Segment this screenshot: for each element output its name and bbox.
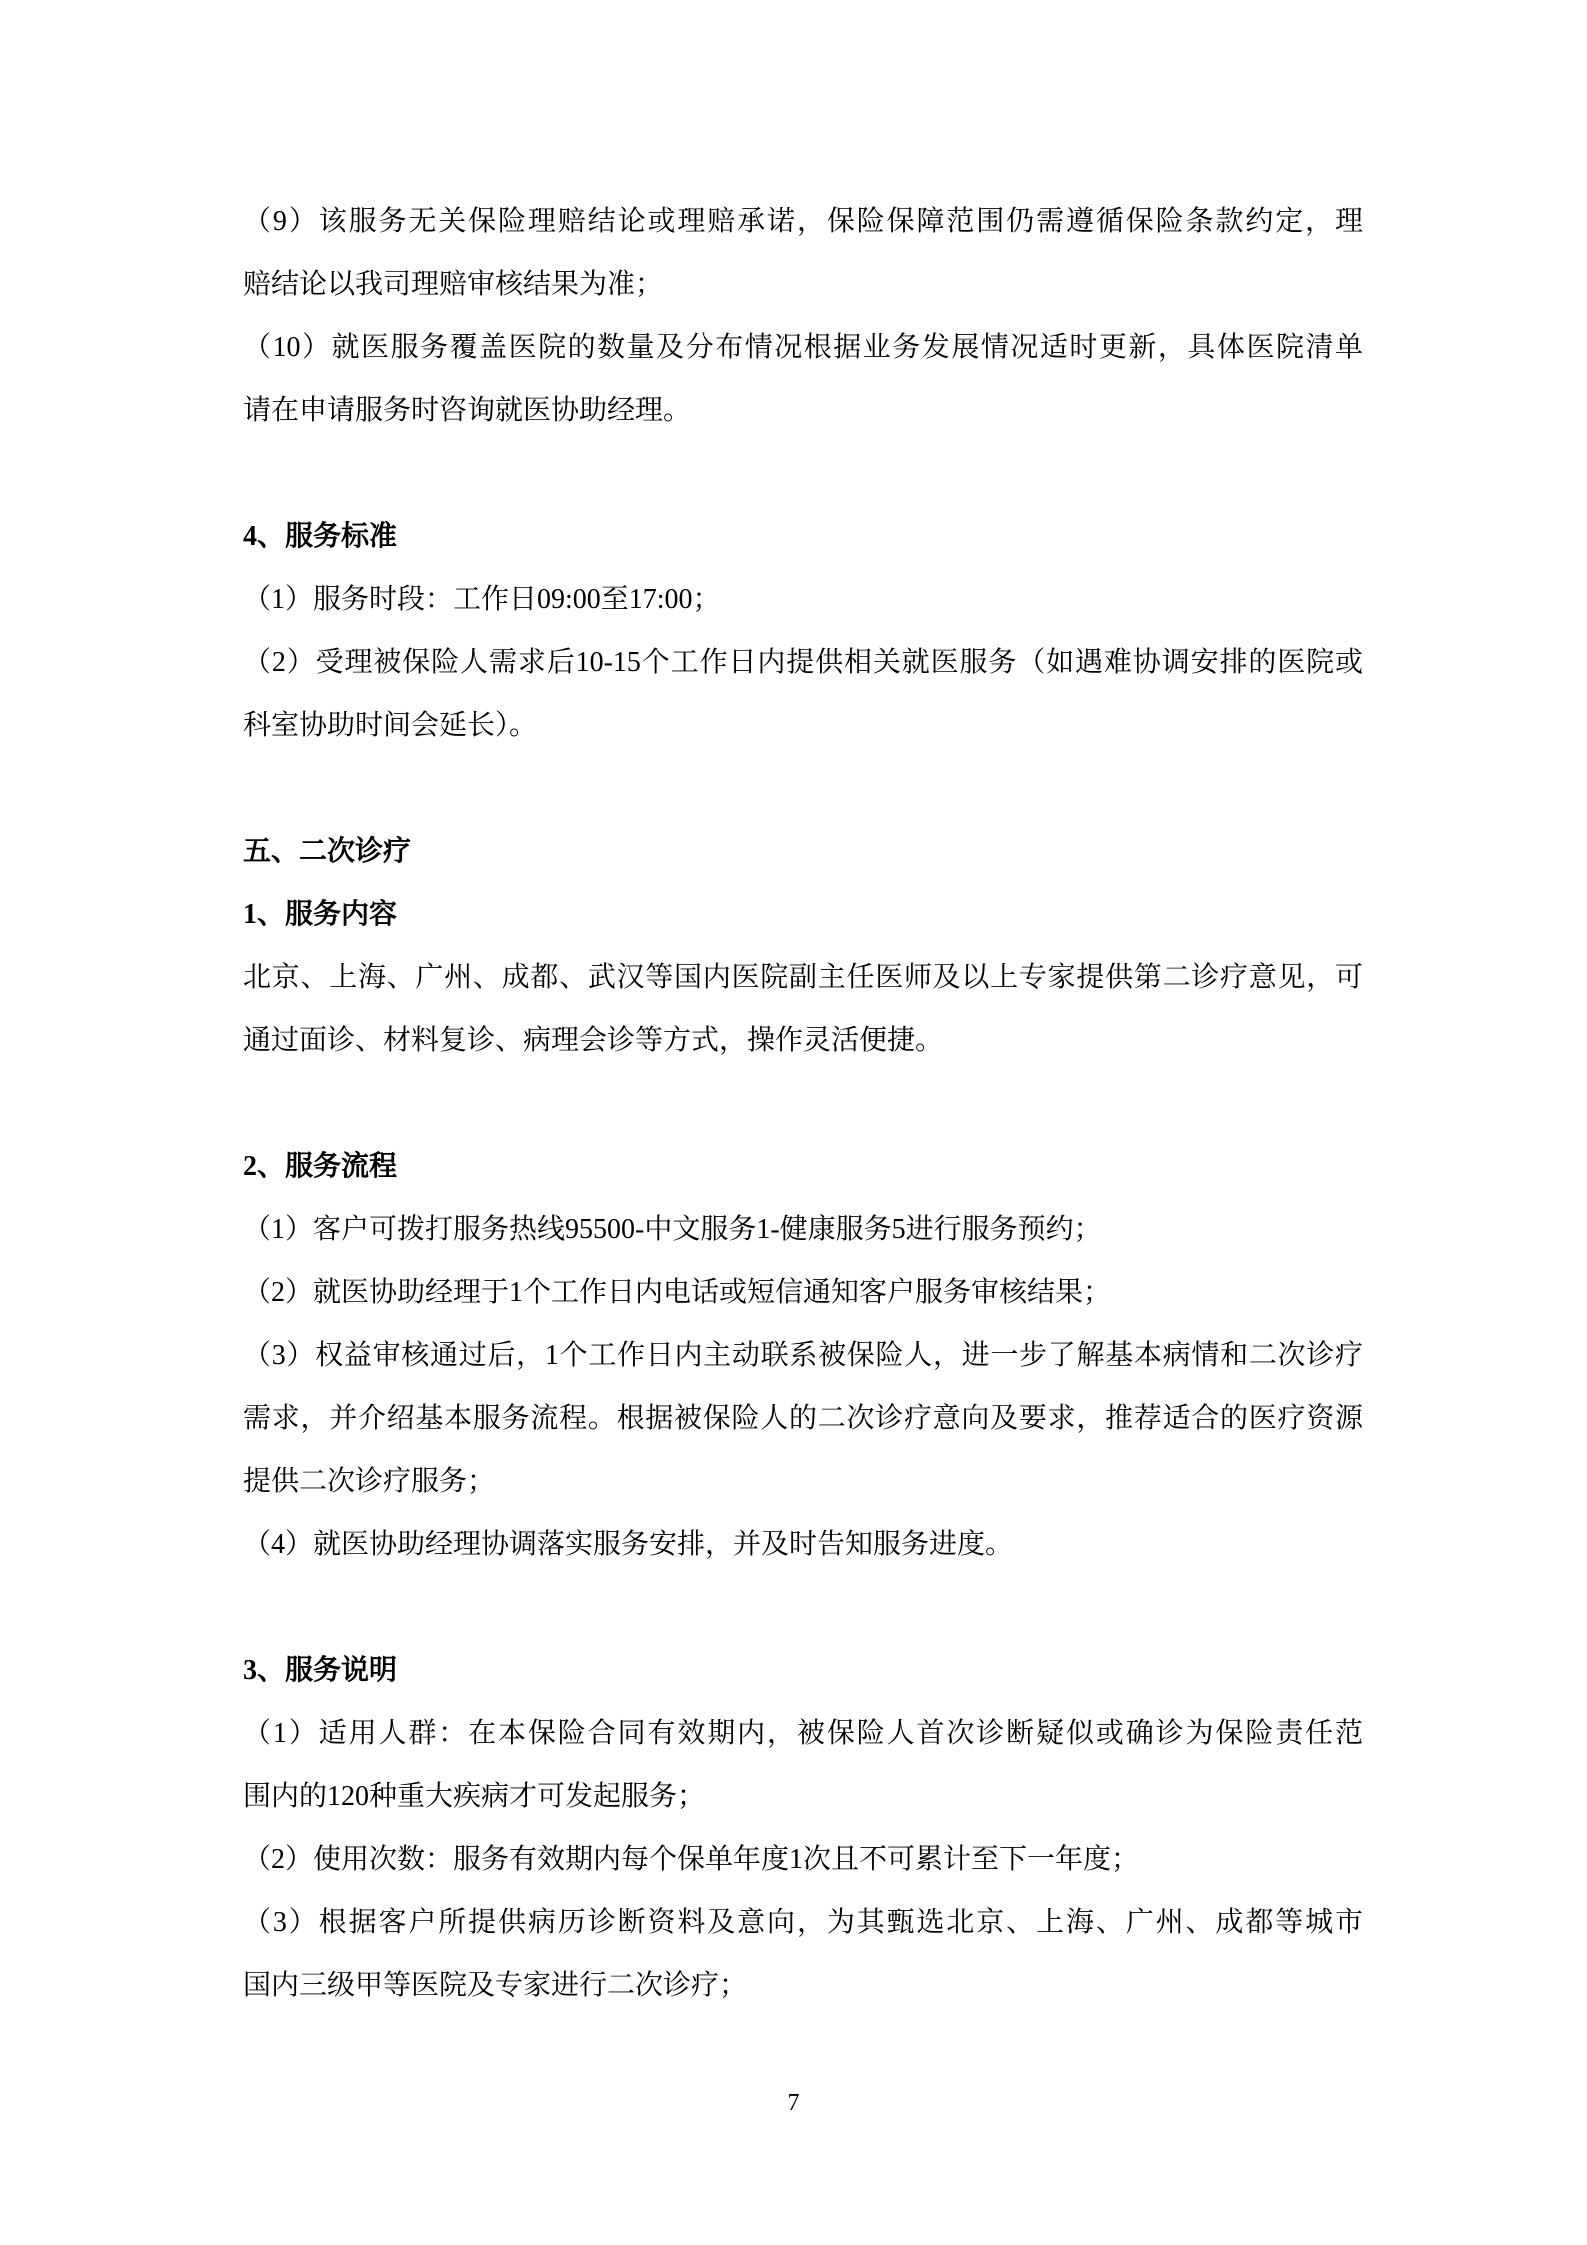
section-4-item-2-line-1: （2）受理被保险人需求后10-15个工作日内提供相关就医服务（如遇难协调安排的医院或 xyxy=(243,647,1363,678)
service-notes-item-3-line-1: （3）根据客户所提供病历诊断资料及意向，为其甄选北京、上海、广州、成都等城市 xyxy=(243,1907,1363,1938)
heading-section-4: 4、服务标准 xyxy=(243,521,398,552)
para-9-line-2: 赔结论以我司理赔审核结果为准； xyxy=(243,269,664,300)
service-flow-item-3-line-2: 需求，并介绍基本服务流程。根据被保险人的二次诊疗意向及要求，推荐适合的医疗资源 xyxy=(243,1403,1363,1434)
section-4-item-2-line-2: 科室协助时间会延长）。 xyxy=(243,710,538,741)
blank-line xyxy=(243,442,1363,505)
service-content-line-1: 北京、上海、广州、成都、武汉等国内医院副主任医师及以上专家提供第二诊疗意见，可 xyxy=(243,962,1363,993)
heading-section-5: 五、二次诊疗 xyxy=(243,836,412,867)
para-9-line-1: （9）该服务无关保险理赔结论或理赔承诺，保险保障范围仍需遵循保险条款约定，理 xyxy=(243,206,1363,237)
heading-service-flow: 2、服务流程 xyxy=(243,1151,398,1182)
heading-service-content: 1、服务内容 xyxy=(243,899,398,930)
service-flow-item-2: （2）就医协助经理于1个工作日内电话或短信通知客户服务审核结果； xyxy=(243,1277,1112,1308)
service-flow-item-4: （4）就医协助经理协调落实服务安排，并及时告知服务进度。 xyxy=(243,1529,1014,1560)
blank-line xyxy=(243,1072,1363,1135)
service-notes-item-1-line-1: （1）适用人群：在本保险合同有效期内，被保险人首次诊断疑似或确诊为保险责任范 xyxy=(243,1718,1363,1749)
blank-line xyxy=(243,1576,1363,1639)
page-number: 7 xyxy=(787,2090,800,2116)
page-content xyxy=(243,190,1363,2017)
heading-service-notes: 3、服务说明 xyxy=(243,1655,398,1686)
section-4-item-1: （1）服务时段：工作日09:00至17:00； xyxy=(243,584,721,615)
para-10-line-1: （10）就医服务覆盖医院的数量及分布情况根据业务发展情况适时更新，具体医院清单 xyxy=(243,332,1363,363)
service-notes-item-3-line-2: 国内三级甲等医院及专家进行二次诊疗； xyxy=(243,1970,748,2001)
service-notes-item-1-line-2: 围内的120种重大疾病才可发起服务； xyxy=(243,1781,706,1812)
service-flow-item-3-line-1: （3）权益审核通过后，1个工作日内主动联系被保险人，进一步了解基本病情和二次诊疗 xyxy=(243,1340,1363,1371)
blank-line xyxy=(243,757,1363,820)
para-10-line-2: 请在申请服务时咨询就医协助经理。 xyxy=(243,395,692,426)
service-content-line-2: 通过面诊、材料复诊、病理会诊等方式，操作灵活便捷。 xyxy=(243,1025,944,1056)
service-flow-item-3-line-3: 提供二次诊疗服务； xyxy=(243,1466,496,1497)
service-notes-item-2: （2）使用次数：服务有效期内每个保单年度1次且不可累计至下一年度； xyxy=(243,1844,1140,1875)
service-flow-item-1: （1）客户可拨打服务热线95500-中文服务1-健康服务5进行服务预约； xyxy=(243,1214,1102,1245)
